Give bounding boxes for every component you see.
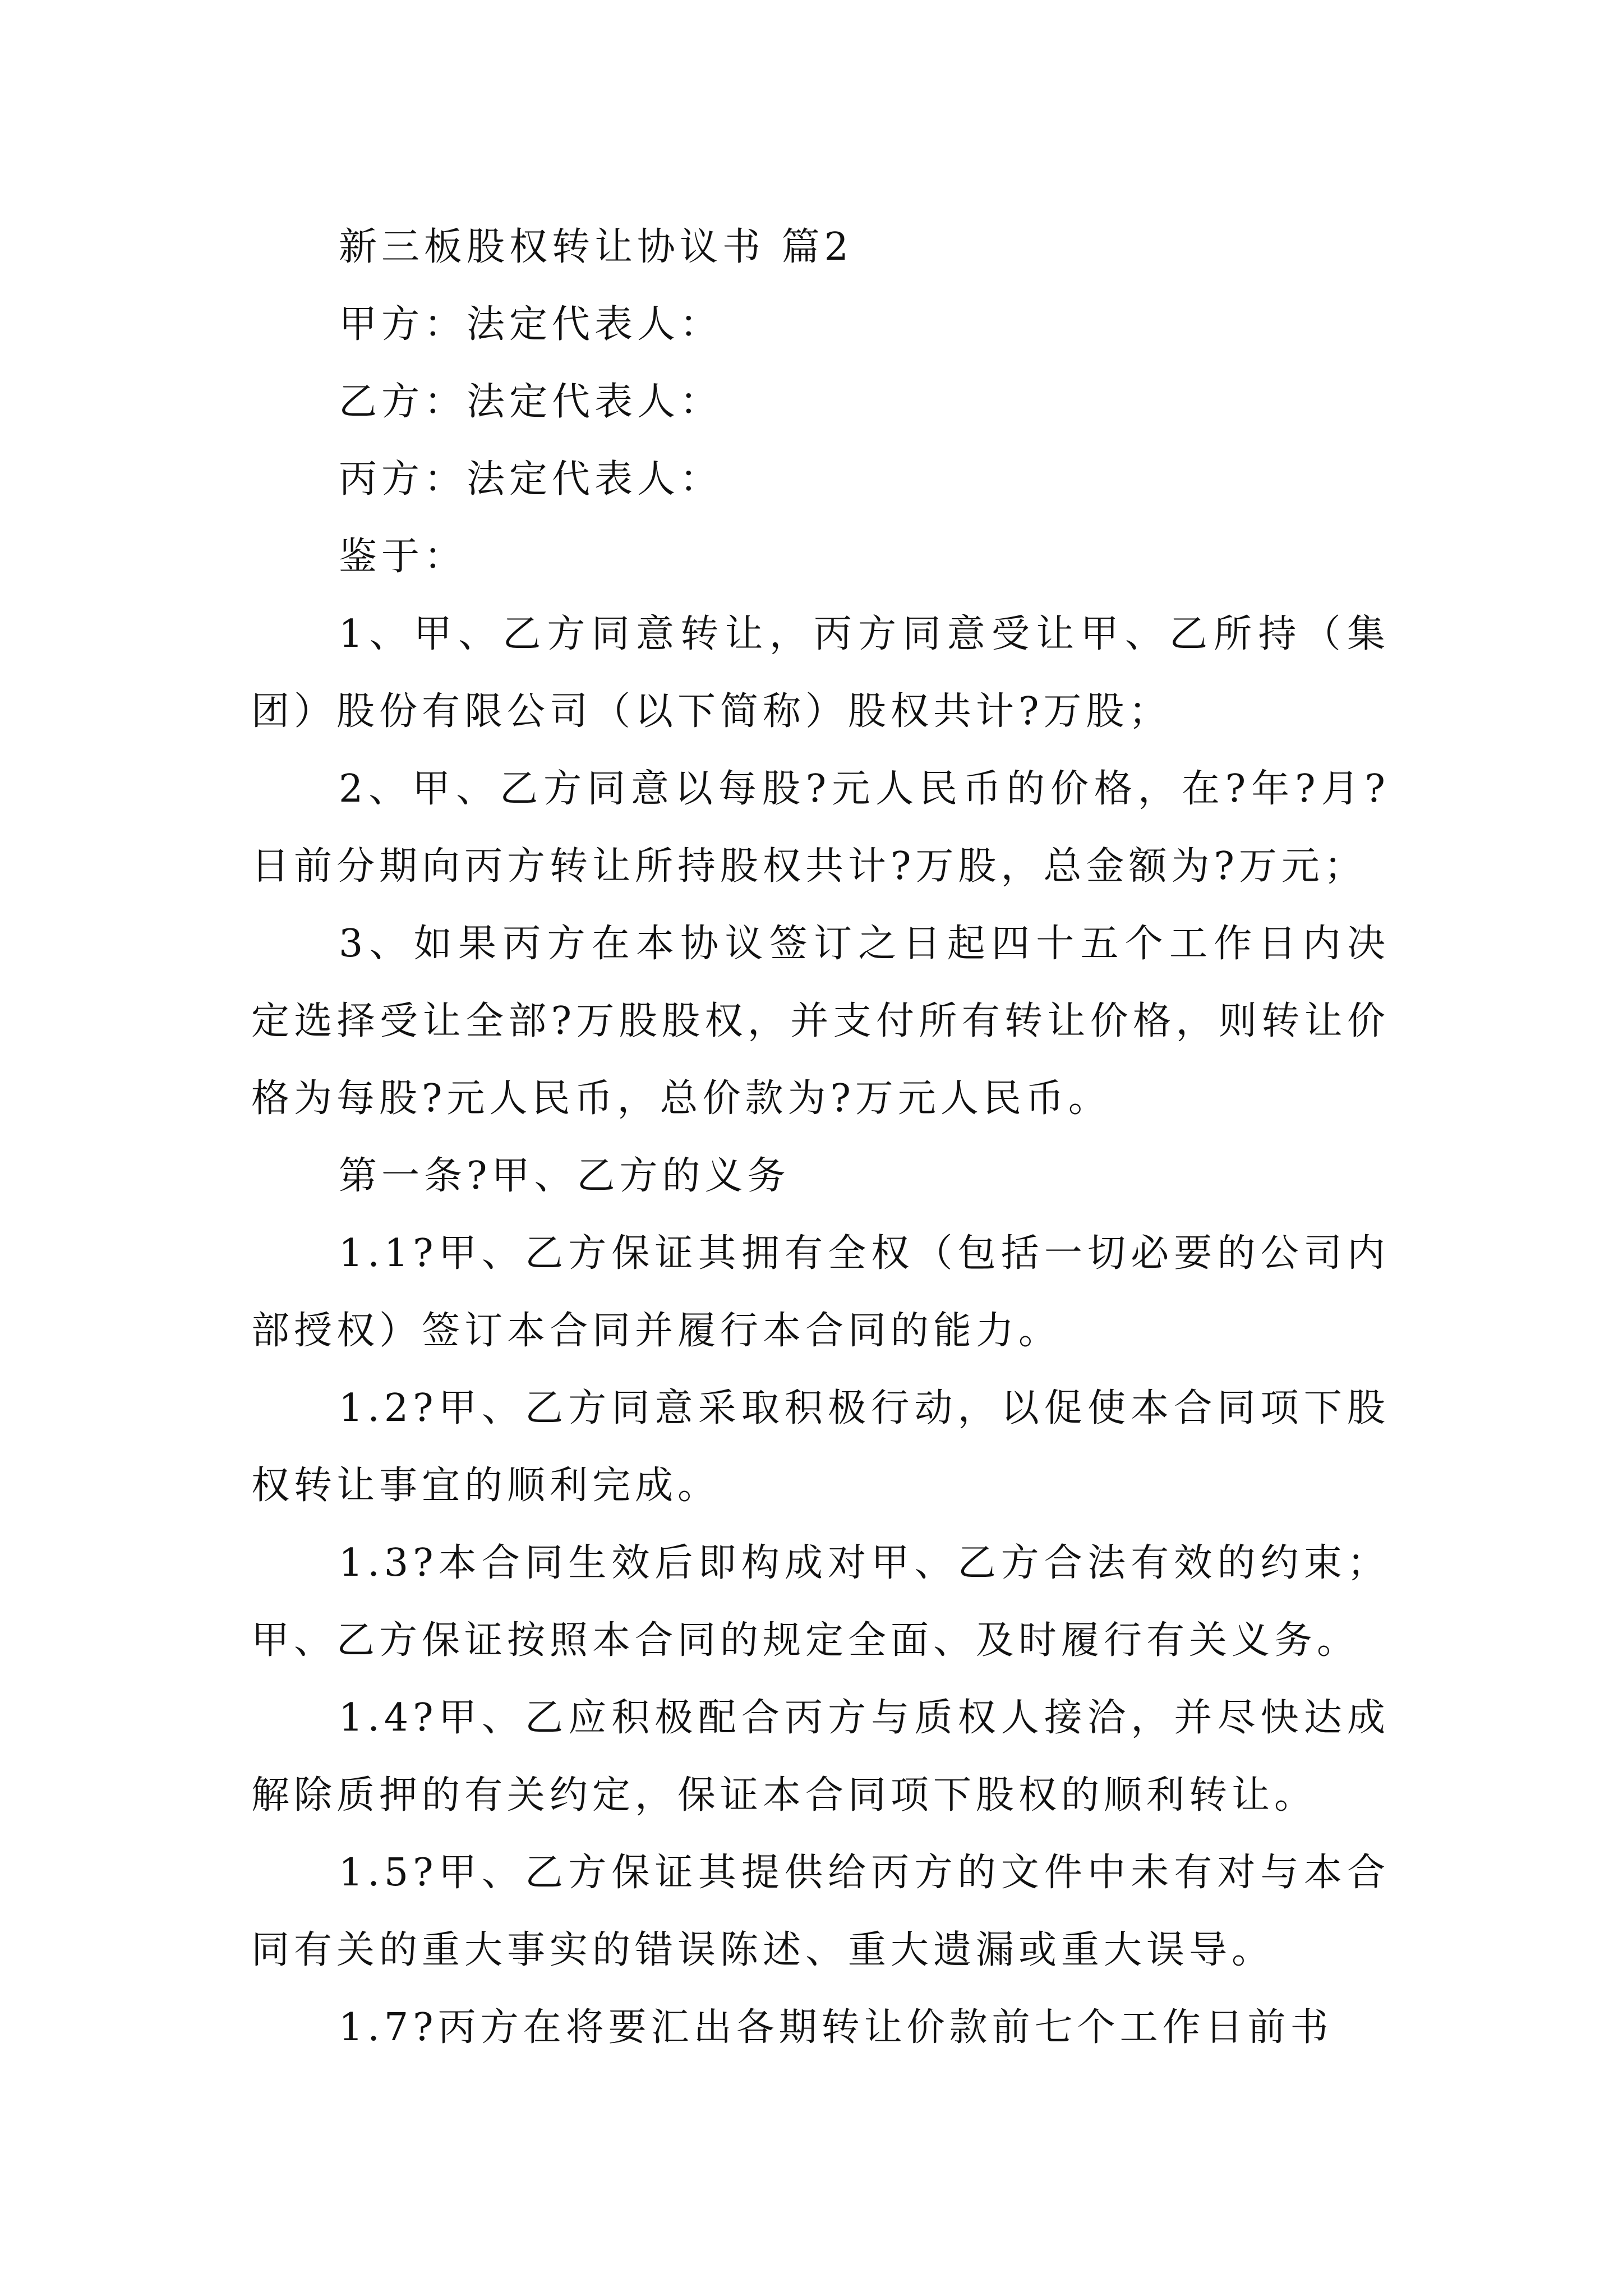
clause-1-3: 1.3?本合同生效后即构成对甲、乙方合法有效的约束；甲、乙方保证按照本合同的规定全面、及时履行有关义务。 (251, 1541, 1390, 1663)
party-c: 丙方：法定代表人： (339, 457, 723, 501)
party-a: 甲方：法定代表人： (339, 302, 723, 347)
article-title: 第一条?甲、乙方的义务 (339, 1154, 790, 1198)
whereas-label: 鉴于： (339, 535, 467, 579)
whereas-item-1: 1、甲、乙方同意转让，丙方同意受让甲、乙所持（集团）股份有限公司（以下简称）股权共计?万股； (251, 612, 1390, 734)
whereas-item-3: 3、如果丙方在本协议签订之日起四十五个工作日内决定选择受让全部?万股股权，并支付所有转让价格，则转让价格为每股?元人民币，总价款为?万元人民币。 (251, 922, 1390, 1121)
clause-1-4: 1.4?甲、乙应积极配合丙方与质权人接洽，并尽快达成解除质押的有关约定，保证本合同项下股权的顺利转让。 (251, 1696, 1390, 1818)
document-title: 新三板股权转让协议书 篇2 (339, 225, 853, 269)
clause-1-2: 1.2?甲、乙方同意采取积极行动，以促使本合同项下股权转让事宜的顺利完成。 (251, 1386, 1390, 1508)
clause-1-1: 1.1?甲、乙方保证其拥有全权（包括一切必要的公司内部授权）签订本合同并履行本合同的能力。 (251, 1231, 1390, 1353)
whereas-item-2: 2、甲、乙方同意以每股?元人民币的价格，在?年?月?日前分期向丙方转让所持股权共计?万股，总金额为?万元； (251, 767, 1390, 889)
party-b: 乙方：法定代表人： (339, 380, 723, 424)
clause-1-5: 1.5?甲、乙方保证其提供给丙方的文件中未有对与本合同有关的重大事实的错误陈述、重大遗漏或重大误导。 (251, 1851, 1390, 1972)
clause-1-7: 1.7?丙方在将要汇出各期转让价款前七个工作日前书 (339, 2005, 1333, 2050)
document-body (251, 209, 1390, 2067)
